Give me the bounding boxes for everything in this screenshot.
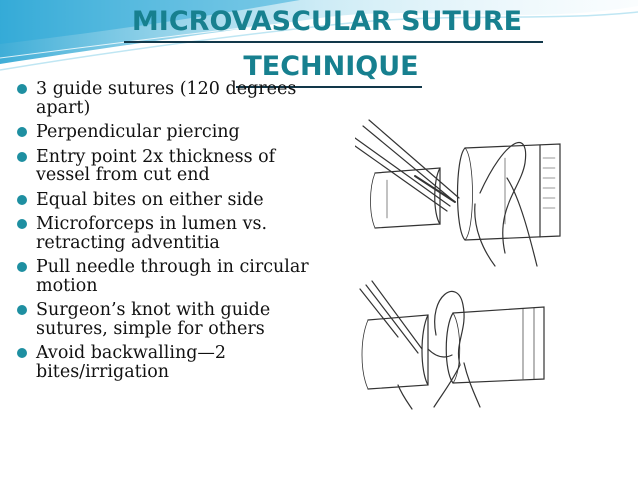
bullet-item: 3 guide sutures (120 degrees apart) <box>14 80 334 117</box>
bullet-item: Avoid backwalling—2 bites/irrigation <box>14 344 334 381</box>
bullet-item: Microforceps in lumen vs. retracting adventitia <box>14 215 334 252</box>
bullet-dot-icon <box>17 305 27 315</box>
title-underline-1 <box>124 41 543 43</box>
bullet-item: Perpendicular piercing <box>14 123 334 142</box>
suture-illustration-forceps <box>355 118 570 268</box>
slide-title-line-2: TECHNIQUE <box>243 51 419 82</box>
bullet-dot-icon <box>17 348 27 358</box>
bullet-dot-icon <box>17 219 27 229</box>
bullet-dot-icon <box>17 152 27 162</box>
slide-title-line-1: MICROVASCULAR SUTURE <box>131 6 523 37</box>
bullet-dot-icon <box>17 262 27 272</box>
bullet-list <box>14 80 334 387</box>
bullet-dot-icon <box>17 84 27 94</box>
bullet-item: Entry point 2x thickness of vessel from cut end <box>14 148 334 185</box>
bullet-dot-icon <box>17 195 27 205</box>
bullet-item: Equal bites on either side <box>14 191 334 210</box>
suture-illustration-anastomosis <box>358 275 550 410</box>
bullet-dot-icon <box>17 127 27 137</box>
bullet-item: Surgeon’s knot with guide sutures, simple for others <box>14 301 334 338</box>
bullet-item: Pull needle through in circular motion <box>14 258 334 295</box>
